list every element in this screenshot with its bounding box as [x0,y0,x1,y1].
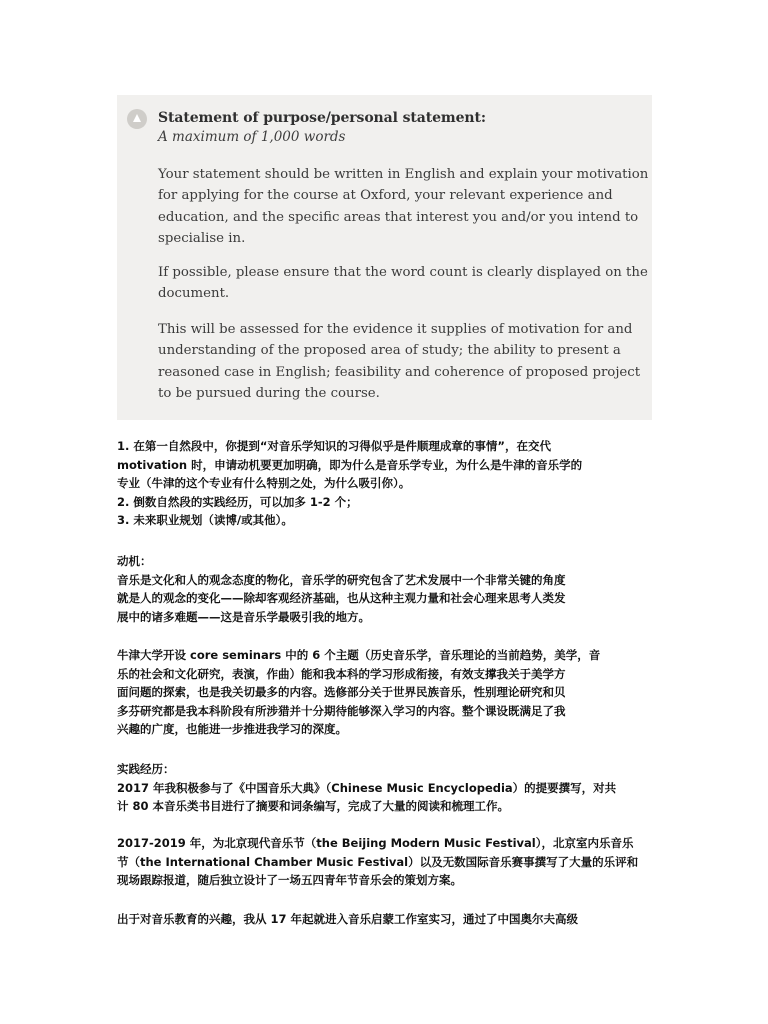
statement-requirements-box [117,95,652,420]
text-line: 乐的社会和文化研究，表演，作曲）能和我本科的学习形成衔接，有效支撑我关于美学方 [117,666,566,681]
text-line: If possible, please ensure that the word count is clearly displayed on the [158,265,648,280]
text-line: document. [158,286,230,302]
text-line: 多芬研究都是我本科阶段有所涉猎并十分期待能够深入学习的内容。整个课设既满足了我 [117,703,566,718]
motivation-section [117,552,657,626]
text-line: for applying for the course at Oxford, your relevant experience and [158,188,613,204]
text-line: 出于对音乐教育的兴趣，我从 17 年起就进入音乐启蒙工作室实习，通过了中国奥尔夫高级 [117,912,579,926]
note-line: 专业（牛津的这个专业有什么特别之处，为什么吸引你）。 [117,476,411,490]
word-limit-subtitle: A maximum of 1,000 words [158,129,346,145]
text-line: 兴趣的广度，也能进一步推进我学习的深度。 [117,722,347,736]
oxford-seminars-paragraph [117,646,657,739]
requirements-paragraph-3 [158,319,648,404]
text-line: 计 80 本音乐类书目进行了摘要和词条编写，完成了大量的阅读和梳理工作。 [117,799,510,813]
text-line: This will be assessed for the evidence it supplies of motivation for and [158,322,633,337]
text-line: Your statement should be written in English and explain your motivation [158,167,649,182]
text-line: 面问题的探索，也是我关切最多的内容。选修部分关于世界民族音乐，性别理论研究和贝 [117,685,566,699]
text-line: understanding of the proposed area of study; the ability to present a [158,343,621,359]
text-line: 音乐是文化和人的观念态度的物化，音乐学的研究包含了艺术发展中一个非常关键的角度 [117,572,566,587]
revision-notes [117,437,657,530]
text-line: 2017-2019 年，为北京现代音乐节（the Beijing Modern Music Festival），北京室内乐音乐 [117,836,634,850]
text-line: 就是人的观念的变化——除却客观经济基础，也从这种主观力量和社会心理来思考人类发 [117,591,566,605]
text-line: 2017 年我积极参与了《中国音乐大典》（Chinese Music Encyclopedia）的提要撰写，对共 [117,780,617,795]
section-heading: 实践经历： [117,762,175,776]
text-line: education, and the specific areas that interest you and/or you intend to [158,209,639,225]
text-line: reasoned case in English; feasibility and coherence of proposed project [158,364,641,380]
text-line: 现场跟踪报道，随后独立设计了一场五四青年节音乐会的策划方案。 [117,873,462,887]
education-paragraph [117,910,657,929]
warning-triangle-icon [127,109,147,129]
text-line: specialise in. [158,230,246,246]
text-line: 节（the International Chamber Music Festival）以及无数国际音乐赛事撰写了大量的乐评和 [117,854,639,869]
note-line: 1. 在第一自然段中，你提到“对音乐学知识的习得似乎是件顺理成章的事情”，在交代 [117,439,551,453]
note-line: 2. 倒数自然段的实践经历，可以加多 1-2 个； [117,494,358,509]
text-line: to be pursued during the course. [158,385,380,401]
statement-title: Statement of purpose/personal statement: [158,110,486,126]
practice-section [117,760,657,816]
requirements-paragraph-2 [158,262,648,305]
note-line: 3. 未来职业规划（读博/或其他）。 [117,513,293,527]
requirements-paragraph-1 [158,164,648,249]
festival-paragraph [117,834,657,890]
text-line: 展中的诸多难题——这是音乐学最吸引我的地方。 [117,609,370,624]
section-heading: 动机： [117,554,152,568]
note-line: motivation 时，申请动机要更加明确，即为什么是音乐学专业，为什么是牛津的音乐学的 [117,457,583,472]
text-line: 牛津大学开设 core seminars 中的 6 个主题（历史音乐学，音乐理论的当前趋势，美学，音 [117,648,601,662]
